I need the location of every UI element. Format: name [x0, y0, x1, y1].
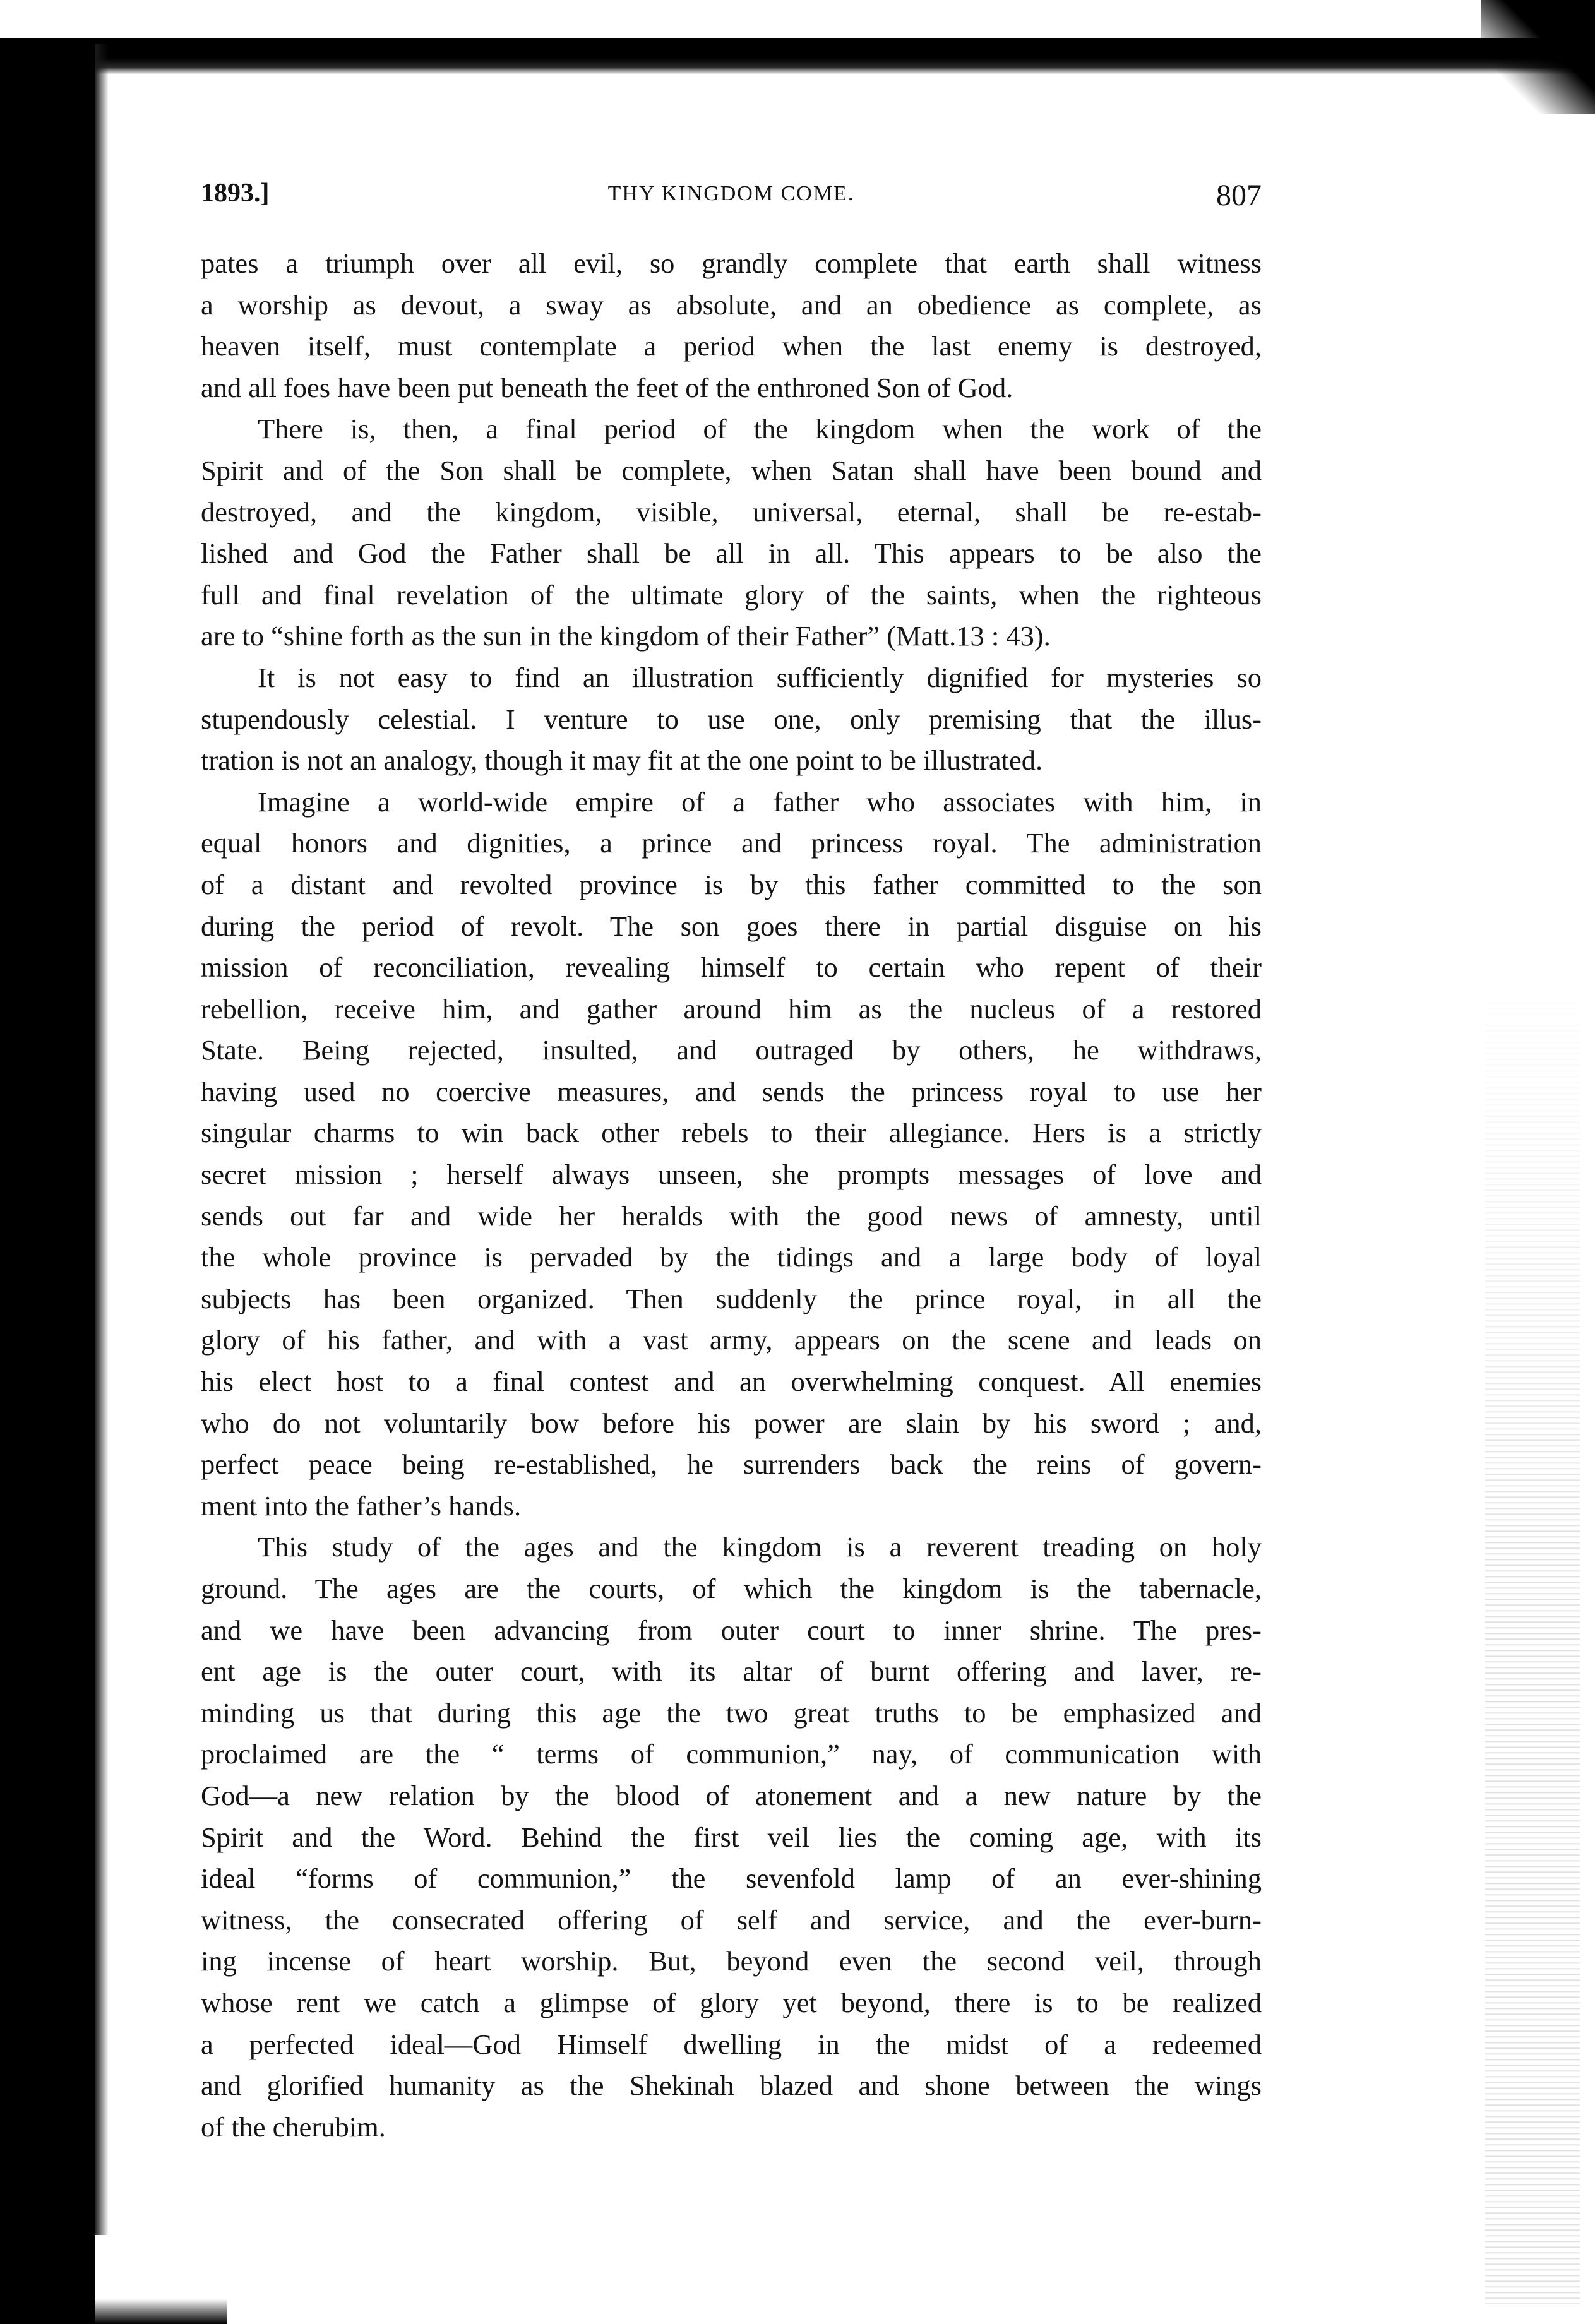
text-line: having used no coercive measures, and sends the princess royal to use her	[201, 1075, 1262, 1107]
text-line: the whole province is pervaded by the tidings and a large body of loyal	[201, 1241, 1262, 1273]
text-line: It is not easy to find an illustration sufficiently dignified for mysteries so	[258, 661, 1262, 693]
text-line: heaven itself, must contemplate a period when the last enemy is destroyed,	[201, 330, 1262, 362]
text-line: pates a triumph over all evil, so grandly complete that earth shall witness	[201, 247, 1262, 279]
text-line: perfect peace being re-established, he surrenders back the reins of govern-	[201, 1448, 1262, 1481]
text-line: his elect host to a final contest and an overwhelming conquest. All enemies	[201, 1366, 1262, 1398]
text-line: stupendously celestial. I venture to use one, only premising that the illus-	[201, 703, 1262, 735]
text-line: and all foes have been put beneath the feet of the enthroned Son of God.	[201, 371, 1013, 403]
text-line: ideal “forms of communion,” the sevenfold lamp of an ever-shining	[201, 1862, 1262, 1895]
text-line: tration is not an analogy, though it may fit at the one point to be illustrated.	[201, 744, 1043, 777]
text-line: mission of reconciliation, revealing himself to certain who repent of their	[201, 951, 1262, 984]
text-line: a worship as devout, a sway as absolute, and an obedience as complete, as	[201, 289, 1262, 321]
text-line: minding us that during this age the two great truths to be emphasized and	[201, 1696, 1262, 1729]
text-line: Spirit and of the Son shall be complete, when Satan shall have been bound and	[201, 454, 1262, 486]
text-line: lished and God the Father shall be all in all. This appears to be also the	[201, 537, 1262, 569]
text-line: God—a new relation by the blood of atonement and a new nature by the	[201, 1779, 1262, 1811]
text-line: ground. The ages are the courts, of which the kingdom is the tabernacle,	[201, 1573, 1262, 1604]
text-line: of the cherubim.	[201, 2111, 386, 2143]
scan-bottom-shadow	[95, 2299, 227, 2324]
scan-bleed-through	[1485, 947, 1580, 2304]
header-title: THY KINGDOM COME.	[607, 182, 855, 205]
text-line: subjects has been organized. Then suddenly the prince royal, in all the	[201, 1282, 1262, 1314]
text-line: proclaimed are the “ terms of communion,” nay, of communication with	[201, 1738, 1262, 1770]
text-line: rebellion, receive him, and gather around him as the nucleus of a restored	[201, 992, 1262, 1025]
text-line: sends out far and wide her heralds with the good news of amnesty, until	[201, 1200, 1262, 1232]
text-line: Imagine a world-wide empire of a father who associates with him, in	[258, 785, 1262, 818]
text-line: ent age is the outer court, with its altar of burnt offering and laver, re-	[201, 1655, 1262, 1688]
text-line: State. Being rejected, insulted, and outraged by others, he withdraws,	[201, 1034, 1262, 1066]
scan-corner-shadow	[1481, 0, 1595, 114]
running-header	[201, 178, 1262, 216]
scan-top-border	[0, 38, 1595, 74]
text-line: destroyed, and the kingdom, visible, universal, eternal, shall be re-estab-	[201, 496, 1262, 528]
text-line: and glorified humanity as the Shekinah blazed and shone between the wings	[201, 2070, 1262, 2102]
text-line: glory of his father, and with a vast army, appears on the scene and leads on	[201, 1324, 1262, 1356]
text-line: There is, then, a final period of the kingdom when the work of the	[258, 413, 1262, 445]
text-line: ment into the father’s hands.	[201, 1489, 522, 1522]
text-line: during the period of revolt. The son goes there in partial disguise on his	[201, 910, 1262, 942]
text-line: equal honors and dignities, a prince and princess royal. The administration	[201, 827, 1262, 859]
text-line: This study of the ages and the kingdom is a reverent treading on holy	[258, 1531, 1262, 1563]
text-line: singular charms to win back other rebels to their allegiance. Hers is a strictly	[201, 1117, 1262, 1149]
text-line: are to “shine forth as the sun in the kingdom of their Father” (Matt.13 : 43).	[201, 620, 1051, 652]
text-line: full and final revelation of the ultimate glory of the saints, when the righteous	[201, 578, 1262, 611]
article-body	[201, 243, 1262, 2282]
text-line: witness, the consecrated offering of self and service, and the ever-burn-	[201, 1904, 1262, 1936]
text-line: and we have been advancing from outer court to inner shrine. The pres-	[201, 1614, 1262, 1646]
text-line: ing incense of heart worship. But, beyond even the second veil, through	[201, 1945, 1262, 1977]
header-year: 1893.]	[201, 179, 270, 208]
text-line: who do not voluntarily bow before his power are slain by his sword ; and,	[201, 1407, 1262, 1439]
scan-binding-edge	[0, 44, 95, 2324]
text-line: Spirit and the Word. Behind the first veil lies the coming age, with its	[201, 1821, 1262, 1853]
text-line: a perfected ideal—God Himself dwelling in the midst of a redeemed	[201, 2028, 1262, 2060]
text-line: whose rent we catch a glimpse of glory yet beyond, there is to be realized	[201, 1986, 1262, 2018]
text-line: of a distant and revolted province is by this father committed to the son	[201, 868, 1262, 900]
page-number: 807	[1216, 179, 1262, 212]
text-line: secret mission ; herself always unseen, she prompts messages of love and	[201, 1159, 1262, 1191]
